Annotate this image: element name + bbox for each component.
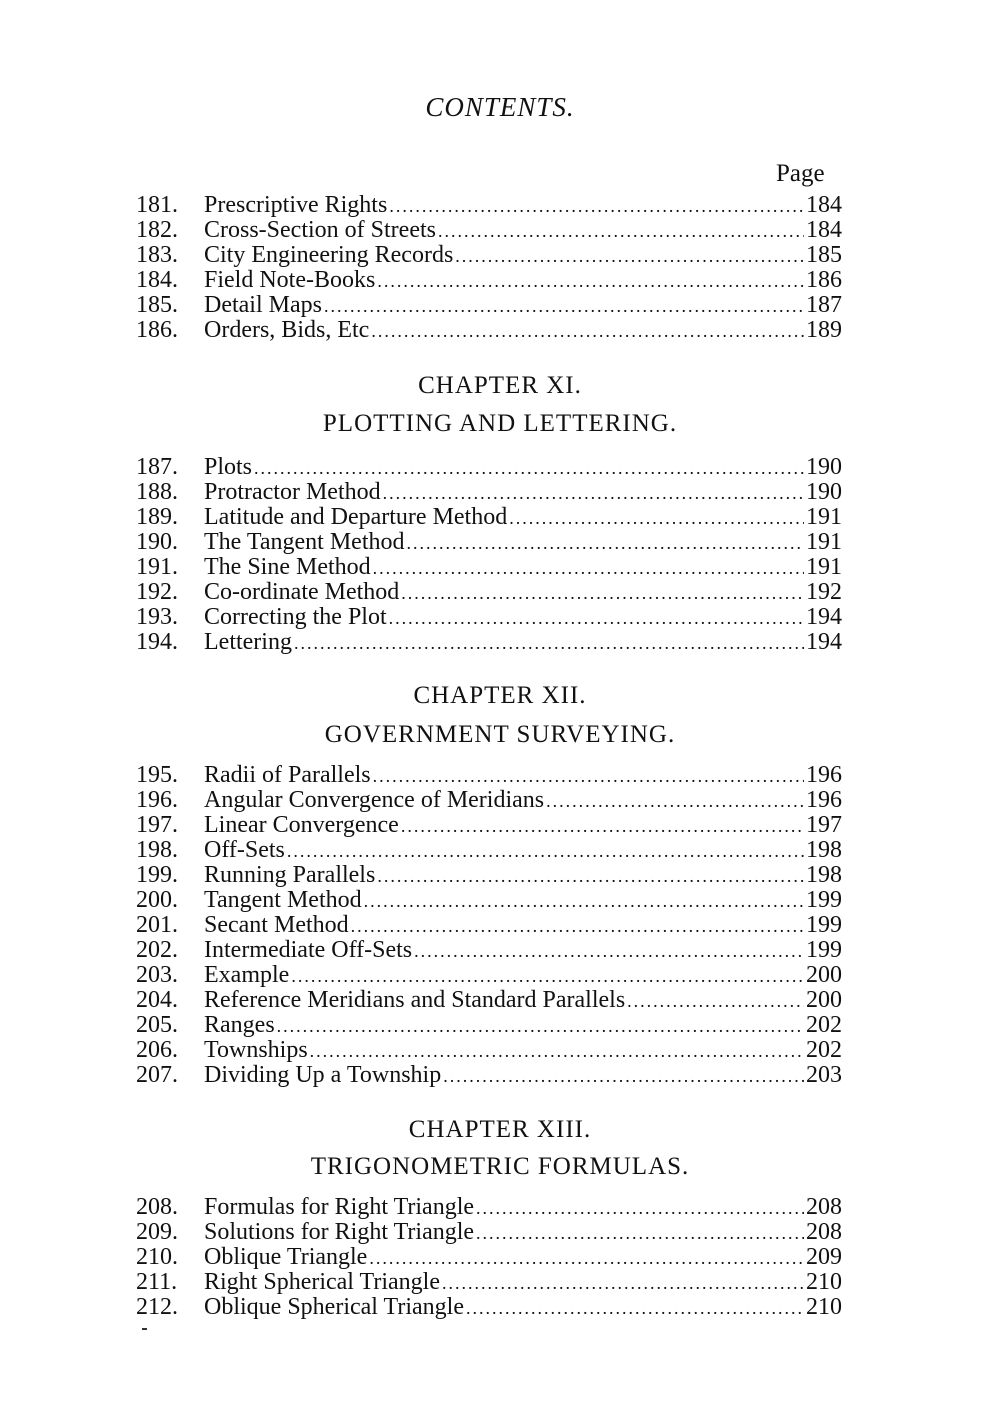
- toc-entry: 194. Lettering ..... 194: [136, 630, 842, 655]
- toc-entry: 193. Correcting the Plot ..... 194: [136, 605, 842, 630]
- toc-entry: 189. Latitude and Departure Method ..... 191: [136, 505, 842, 530]
- dot-leader: [414, 939, 804, 964]
- toc-group-continued: [136, 193, 842, 343]
- toc-group-chapter-xi: [136, 455, 842, 655]
- dot-leader: [401, 581, 804, 606]
- dot-leader: [443, 1064, 804, 1089]
- toc-entry: 205. Ranges ..... 202: [136, 1013, 842, 1038]
- toc-entry: 199. Running Parallels ..... 198: [136, 863, 842, 888]
- toc-entry: 198. Off-Sets ..... 198: [136, 838, 842, 863]
- page-column-label: Page: [776, 160, 825, 187]
- dot-leader: [509, 506, 804, 531]
- running-head: CONTENTS.: [425, 92, 575, 122]
- toc-entry: 182. Cross-Section of Streets ..... 184: [136, 218, 842, 243]
- dot-leader: [455, 244, 804, 269]
- dot-leader: [627, 989, 804, 1014]
- toc-entry: 209. Solutions for Right Triangle ..... 208: [136, 1220, 842, 1245]
- dot-leader: [377, 269, 804, 294]
- toc-entry: 183. City Engineering Records ..... 185: [136, 243, 842, 268]
- dot-leader: [438, 219, 804, 244]
- toc-entry: 190. The Tangent Method ..... 191: [136, 530, 842, 555]
- dot-leader: [291, 964, 804, 989]
- chapter-subject: TRIGONOMETRIC FORMULAS.: [310, 1153, 690, 1180]
- toc-entry: 203. Example ..... 200: [136, 963, 842, 988]
- dot-leader: [476, 1196, 804, 1221]
- dot-leader: [466, 1296, 804, 1321]
- toc-group-chapter-xii: [136, 763, 842, 1088]
- dot-leader: [377, 864, 804, 889]
- dot-leader: [389, 606, 804, 631]
- chapter-heading: CHAPTER XII.: [413, 682, 587, 709]
- toc-entry: 207. Dividing Up a Township ..... 203: [136, 1063, 842, 1088]
- dot-leader: [401, 814, 804, 839]
- toc-entry: 206. Townships ..... 202: [136, 1038, 842, 1063]
- toc-entry: 200. Tangent Method ..... 199: [136, 888, 842, 913]
- toc-entry: 187. Plots ..... 190: [136, 455, 842, 480]
- dot-leader: [294, 631, 804, 656]
- dot-leader: [373, 764, 804, 789]
- toc-entry: 211. Right Spherical Triangle ..... 210: [136, 1270, 842, 1295]
- dot-leader: [310, 1039, 804, 1064]
- toc-entry: 191. The Sine Method ..... 191: [136, 555, 842, 580]
- toc-entry: 202. Intermediate Off-Sets ..... 199: [136, 938, 842, 963]
- dot-leader: [407, 531, 805, 556]
- toc-entry: 184. Field Note-Books ..... 186: [136, 268, 842, 293]
- dot-leader: [476, 1221, 804, 1246]
- chapter-heading: CHAPTER XIII.: [408, 1116, 592, 1143]
- dot-leader: [254, 456, 804, 481]
- toc-entry: 212. Oblique Spherical Triangle ..... 210: [136, 1295, 842, 1320]
- toc-entry: 204. Reference Meridians and Standard Parallels ..... 200: [136, 988, 842, 1013]
- toc-entry: 195. Radii of Parallels ..... 196: [136, 763, 842, 788]
- toc-entry: 192. Co-ordinate Method ..... 192: [136, 580, 842, 605]
- chapter-subject: PLOTTING AND LETTERING.: [322, 410, 678, 437]
- print-speck: [142, 1328, 147, 1330]
- dot-leader: [277, 1014, 804, 1039]
- chapter-subject: GOVERNMENT SURVEYING.: [324, 721, 676, 748]
- toc-group-chapter-xiii: [136, 1195, 842, 1320]
- dot-leader: [371, 319, 804, 344]
- dot-leader: [324, 294, 804, 319]
- dot-leader: [351, 914, 804, 939]
- dot-leader: [442, 1271, 804, 1296]
- toc-entry: 196. Angular Convergence of Meridians ..... 196: [136, 788, 842, 813]
- toc-entry: 197. Linear Convergence ..... 197: [136, 813, 842, 838]
- toc-entry: 186. Orders, Bids, Etc ..... 189: [136, 318, 842, 343]
- toc-entry: 201. Secant Method ..... 199: [136, 913, 842, 938]
- dot-leader: [546, 789, 804, 814]
- dot-leader: [389, 194, 804, 219]
- dot-leader: [364, 889, 804, 914]
- dot-leader: [287, 839, 804, 864]
- chapter-heading: CHAPTER XI.: [418, 372, 582, 399]
- dot-leader: [369, 1246, 804, 1271]
- toc-entry: 188. Protractor Method ..... 190: [136, 480, 842, 505]
- dot-leader: [373, 556, 804, 581]
- toc-entry: 181. Prescriptive Rights ..... 184: [136, 193, 842, 218]
- toc-entry: 185. Detail Maps ..... 187: [136, 293, 842, 318]
- toc-entry: 210. Oblique Triangle ..... 209: [136, 1245, 842, 1270]
- toc-entry: 208. Formulas for Right Triangle ..... 208: [136, 1195, 842, 1220]
- dot-leader: [383, 481, 804, 506]
